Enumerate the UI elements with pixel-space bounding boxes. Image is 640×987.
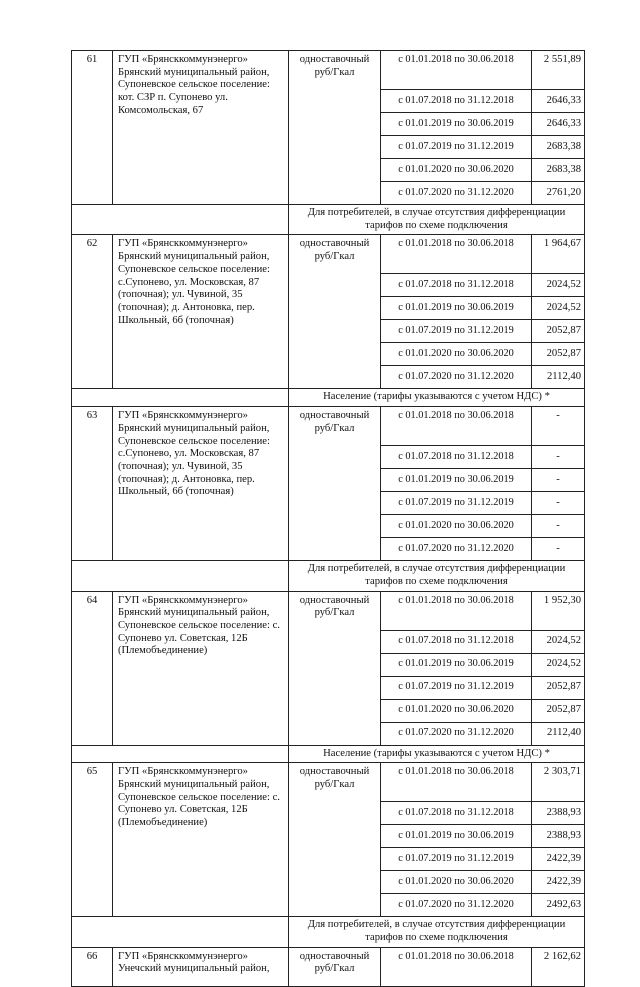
tariff-value-cell: 2024,52 [532,653,585,676]
row-number: 61 [72,51,113,205]
table-row [72,763,585,802]
section-header: Население (тарифы указываются с учетом НДС) * [289,745,585,763]
table-row [72,51,585,90]
tariff-value-cell: 2024,52 [532,297,585,320]
period-cell: с 01.01.2018 по 30.06.2018 [381,51,532,90]
period-cell: с 01.01.2019 по 30.06.2019 [381,297,532,320]
tariff-value-cell: 2052,87 [532,343,585,366]
period-cell: с 01.07.2018 по 31.12.2018 [381,802,532,825]
tariff-value-cell: 2 162,62 [532,947,585,986]
tariff-type-cell: одноставочный руб/Гкал [289,407,381,561]
row-number: 65 [72,763,113,917]
tariff-value-cell: 1 964,67 [532,235,585,274]
section-header-row [72,917,585,947]
period-cell: с 01.07.2019 по 31.12.2019 [381,848,532,871]
tariff-value-cell: 2683,38 [532,159,585,182]
tariff-value-cell: 2388,93 [532,825,585,848]
tariff-value-cell: 2024,52 [532,274,585,297]
empty-cell [72,561,289,591]
tariff-type-cell: одноставочный руб/Гкал [289,763,381,917]
period-cell: с 01.07.2018 по 31.12.2018 [381,90,532,113]
tariff-value-cell: 2024,52 [532,630,585,653]
tariff-value-cell: 2646,33 [532,90,585,113]
tariff-value-cell: 1 952,30 [532,591,585,630]
period-cell: с 01.07.2020 по 31.12.2020 [381,366,532,389]
row-number: 63 [72,407,113,561]
tariff-value-cell: 2112,40 [532,366,585,389]
organization-cell: ГУП «Брянсккоммунэнерго» Брянский муниципальный район, Супоневское сельское поселение: с. Супонево ул. Советская, 12Б (Племобъединение) [113,763,289,917]
section-header-row [72,389,585,407]
empty-cell [72,205,289,235]
organization-cell: ГУП «Брянсккоммунэнерго» Брянский муниципальный район, Супоневское сельское поселение: с.Супонево, ул. Московская, 87 (топочная); ул. Чувиной, 35 (топочная); д. Антоновка, пер. Школьный, 6б (топочная) [113,235,289,389]
period-cell: с 01.01.2020 по 30.06.2020 [381,699,532,722]
section-header-row [72,561,585,591]
section-header: Население (тарифы указываются с учетом НДС) * [289,389,585,407]
tariff-value-cell: 2 303,71 [532,763,585,802]
section-header: Для потребителей, в случае отсутствия дифференциации тарифов по схеме подключения [289,917,585,947]
tariff-document-page [71,50,584,987]
table-row [72,235,585,274]
period-cell: с 01.07.2020 по 31.12.2020 [381,538,532,561]
table-row [72,591,585,630]
tariff-value-cell: - [532,469,585,492]
period-cell: с 01.01.2020 по 30.06.2020 [381,343,532,366]
tariff-value-cell: 2761,20 [532,182,585,205]
tariff-value-cell: 2052,87 [532,320,585,343]
period-cell: с 01.01.2018 по 30.06.2018 [381,947,532,986]
period-cell: с 01.01.2020 по 30.06.2020 [381,871,532,894]
row-number: 66 [72,947,113,986]
tariff-type-cell: одноставочный руб/Гкал [289,947,381,986]
period-cell: с 01.01.2019 по 30.06.2019 [381,113,532,136]
period-cell: с 01.01.2020 по 30.06.2020 [381,159,532,182]
period-cell: с 01.07.2019 по 31.12.2019 [381,320,532,343]
tariff-value-cell: - [532,446,585,469]
tariff-value-cell: - [532,515,585,538]
period-cell: с 01.07.2018 по 31.12.2018 [381,630,532,653]
tariff-value-cell: 2388,93 [532,802,585,825]
tariff-value-cell: 2052,87 [532,676,585,699]
tariff-value-cell: 2683,38 [532,136,585,159]
tariff-value-cell: - [532,492,585,515]
tariff-value-cell: 2646,33 [532,113,585,136]
empty-cell [72,745,289,763]
tariff-type-cell: одноставочный руб/Гкал [289,235,381,389]
tariff-type-cell: одноставочный руб/Гкал [289,51,381,205]
period-cell: с 01.01.2018 по 30.06.2018 [381,407,532,446]
period-cell: с 01.01.2018 по 30.06.2018 [381,763,532,802]
row-number: 64 [72,591,113,745]
section-header: Для потребителей, в случае отсутствия дифференциации тарифов по схеме подключения [289,205,585,235]
tariff-value-cell: 2422,39 [532,848,585,871]
period-cell: с 01.01.2019 по 30.06.2019 [381,653,532,676]
period-cell: с 01.07.2019 по 31.12.2019 [381,676,532,699]
period-cell: с 01.07.2020 по 31.12.2020 [381,894,532,917]
period-cell: с 01.07.2018 по 31.12.2018 [381,274,532,297]
organization-cell: ГУП «Брянсккоммунэнерго» Брянский муниципальный район, Супоневское сельское поселение: с.Супонево, ул. Московская, 87 (топочная); ул. Чувиной, 35 (топочная); д. Антоновка, пер. Школьный, 6б (топочная) [113,407,289,561]
organization-cell: ГУП «Брянсккоммунэнерго» Унечский муниципальный район, [113,947,289,986]
period-cell: с 01.01.2019 по 30.06.2019 [381,825,532,848]
section-header-row [72,745,585,763]
empty-cell [72,917,289,947]
tariff-value-cell: - [532,538,585,561]
tariff-type-cell: одноставочный руб/Гкал [289,591,381,745]
table-row [72,407,585,446]
section-header: Для потребителей, в случае отсутствия дифференциации тарифов по схеме подключения [289,561,585,591]
tariff-value-cell: 2492,63 [532,894,585,917]
organization-cell: ГУП «Брянсккоммунэнерго» Брянский муниципальный район, Супоневское сельское поселение: с. Супонево ул. Советская, 12Б (Племобъединение) [113,591,289,745]
table-row [72,947,585,986]
tariff-table [71,50,585,987]
period-cell: с 01.01.2018 по 30.06.2018 [381,235,532,274]
period-cell: с 01.01.2018 по 30.06.2018 [381,591,532,630]
period-cell: с 01.07.2020 по 31.12.2020 [381,182,532,205]
tariff-value-cell: 2112,40 [532,722,585,745]
tariff-value-cell: - [532,407,585,446]
row-number: 62 [72,235,113,389]
section-header-row [72,205,585,235]
tariff-value-cell: 2 551,89 [532,51,585,90]
period-cell: с 01.07.2019 по 31.12.2019 [381,492,532,515]
tariff-value-cell: 2052,87 [532,699,585,722]
period-cell: с 01.07.2019 по 31.12.2019 [381,136,532,159]
empty-cell [72,389,289,407]
organization-cell: ГУП «Брянсккоммунэнерго» Брянский муниципальный район, Супоневское сельское поселение: кот. СЗР п. Супонево ул. Комсомольская, 67 [113,51,289,205]
tariff-value-cell: 2422,39 [532,871,585,894]
period-cell: с 01.07.2018 по 31.12.2018 [381,446,532,469]
period-cell: с 01.01.2019 по 30.06.2019 [381,469,532,492]
period-cell: с 01.01.2020 по 30.06.2020 [381,515,532,538]
period-cell: с 01.07.2020 по 31.12.2020 [381,722,532,745]
